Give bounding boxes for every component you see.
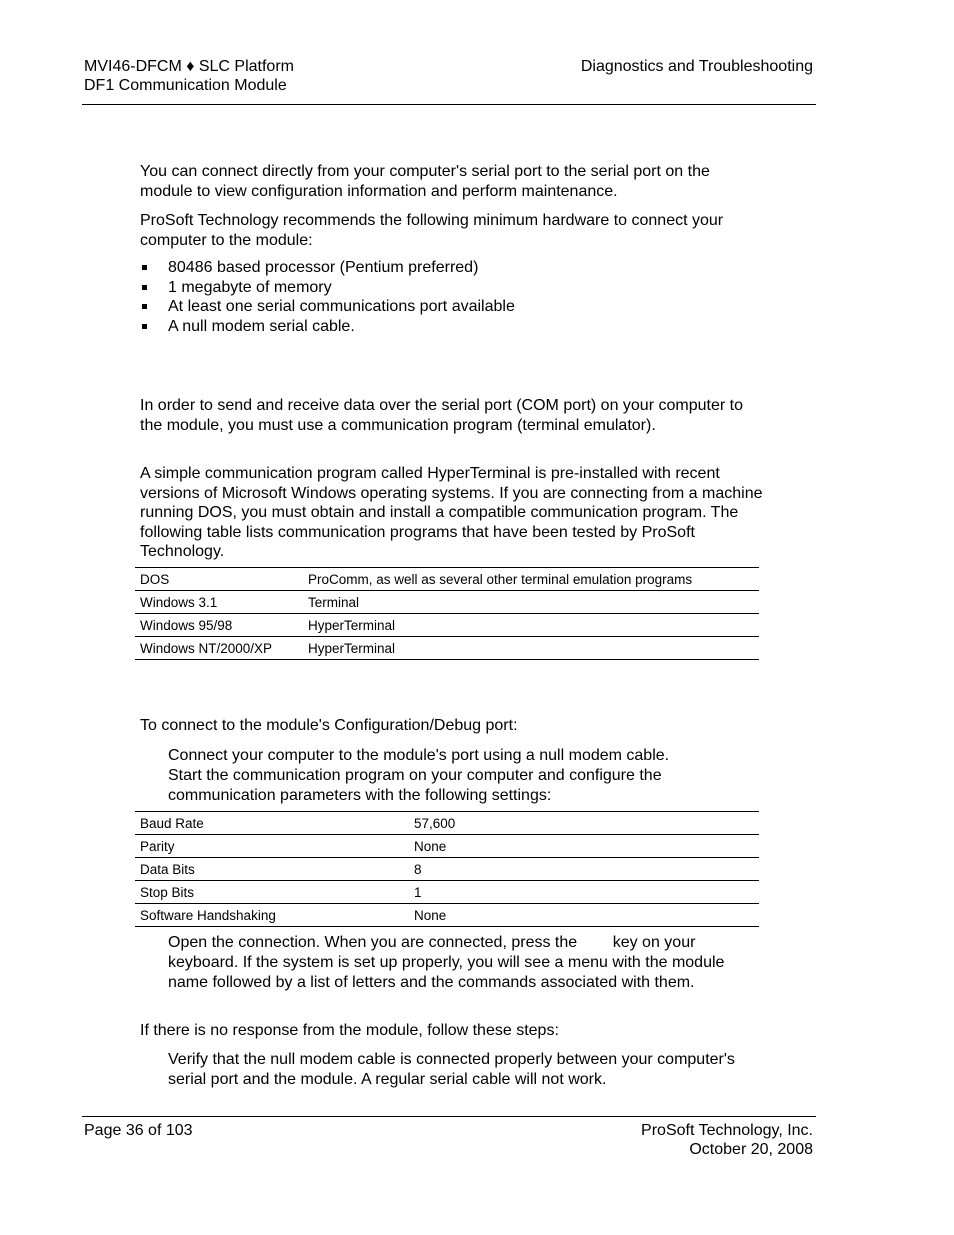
setting-value: None	[409, 835, 759, 858]
setting-name: Stop Bits	[135, 881, 409, 904]
table-row	[135, 568, 759, 591]
table-row	[135, 637, 759, 660]
table-cell-program: HyperTerminal	[303, 614, 759, 637]
setting-name: Parity	[135, 835, 409, 858]
step-2: Start the communication program on your computer and configure the communication parameters with the following settings:	[168, 767, 662, 804]
setting-value: 8	[409, 858, 759, 881]
hardware-list	[140, 258, 760, 337]
setting-value: 1	[409, 881, 759, 904]
table-cell-program: HyperTerminal	[303, 637, 759, 660]
header-module: DF1 Communication Module	[84, 77, 287, 94]
table-row	[135, 881, 759, 904]
setting-name: Baud Rate	[135, 812, 409, 835]
setting-name: Data Bits	[135, 858, 409, 881]
connect-intro: To connect to the module's Configuration/Debug port:	[140, 717, 518, 734]
step-1: Connect your computer to the module's port using a null modem cable.	[168, 747, 670, 764]
table-row	[135, 858, 759, 881]
table-cell-os: Windows 3.1	[135, 591, 303, 614]
no-response-text: If there is no response from the module, follow these steps:	[140, 1022, 559, 1039]
page-number: Page 36 of 103	[84, 1122, 193, 1139]
bullet-icon	[142, 324, 147, 329]
setting-value: None	[409, 904, 759, 927]
list-item: At least one serial communications port available	[140, 297, 760, 317]
step-3: Open the connection. When you are connected, press the key on your keyboard. If the system is set up properly, you will see a menu with the module name followed by a list of letters and the commands associated with them.	[168, 934, 729, 991]
intro-paragraph-1: You can connect directly from your computer's serial port to the serial port on the module to view configuration information and perform maintenance.	[140, 163, 710, 200]
table-row	[135, 614, 759, 637]
table-row	[135, 904, 759, 927]
verify-step: Verify that the null modem cable is connected properly between your computer's serial port and the module. A regular serial cable will not work.	[168, 1051, 735, 1088]
table-cell-os: Windows NT/2000/XP	[135, 637, 303, 660]
table-cell-os: DOS	[135, 568, 303, 591]
footer-company: ProSoft Technology, Inc.	[641, 1122, 813, 1139]
setting-name: Software Handshaking	[135, 904, 409, 927]
table-cell-os: Windows 95/98	[135, 614, 303, 637]
bullet-icon	[142, 265, 147, 270]
table-cell-program: Terminal	[303, 591, 759, 614]
programs-table	[135, 567, 759, 660]
header-divider	[82, 104, 816, 105]
comm-paragraph-2: A simple communication program called HyperTerminal is pre-installed with recent versions of Microsoft Windows operating systems. If you are connecting from a machine running DOS, you must obtain and install a compatible communication program. The following table lists communication programs that have been tested by ProSoft Technology.	[140, 465, 763, 561]
table-row	[135, 835, 759, 858]
header-product: MVI46-DFCM ♦ SLC Platform	[84, 58, 294, 75]
header-section: Diagnostics and Troubleshooting	[580, 58, 813, 75]
list-item: 1 megabyte of memory	[140, 278, 760, 298]
footer-date: October 20, 2008	[689, 1141, 813, 1158]
list-item: A null modem serial cable.	[140, 317, 760, 337]
bullet-icon	[142, 304, 147, 309]
bullet-icon	[142, 285, 147, 290]
footer-divider	[82, 1116, 816, 1117]
comm-paragraph-1: In order to send and receive data over the serial port (COM port) on your computer to the module, you must use a communication program (terminal emulator).	[140, 397, 743, 434]
intro-paragraph-2: ProSoft Technology recommends the following minimum hardware to connect your computer to the module:	[140, 212, 724, 249]
settings-table	[135, 811, 759, 927]
setting-value: 57,600	[409, 812, 759, 835]
table-row	[135, 591, 759, 614]
table-row	[135, 812, 759, 835]
table-cell-program: ProComm, as well as several other terminal emulation programs	[303, 568, 759, 591]
list-item: 80486 based processor (Pentium preferred)	[140, 258, 760, 278]
